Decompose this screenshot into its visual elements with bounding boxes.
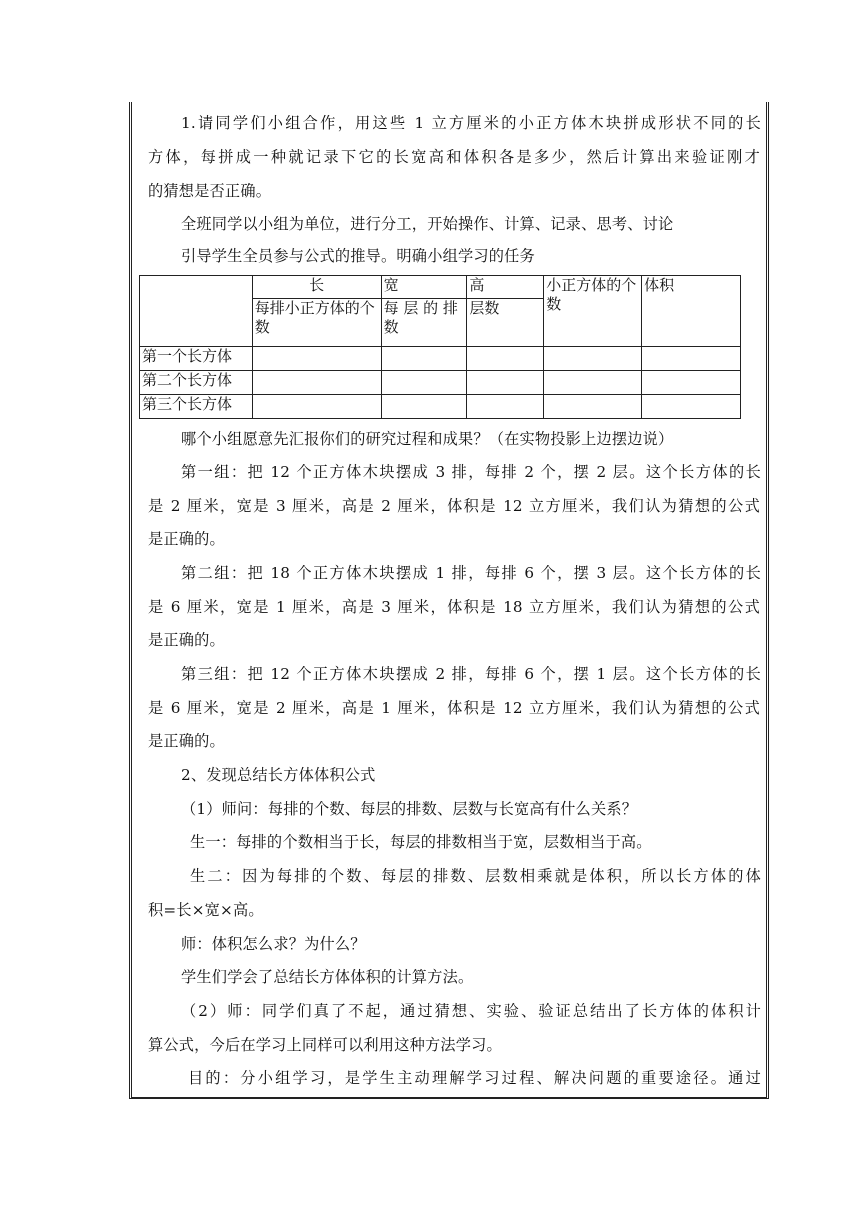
header-cube-count: 小正方体的个数 bbox=[544, 276, 642, 347]
header-length: 长 bbox=[252, 276, 381, 299]
subheader-width: 每 层 的 排数 bbox=[381, 299, 467, 347]
paragraph-line: 积=长×宽×高。 bbox=[148, 901, 264, 919]
subheader-height: 层数 bbox=[467, 299, 544, 347]
paragraph-line: （1）师问：每排的个数、每层的排数、层数与长宽高有什么关系？ bbox=[181, 800, 638, 818]
header-volume: 体积 bbox=[642, 276, 741, 347]
subheader-length: 每排小正方体的个数 bbox=[252, 299, 381, 347]
paragraph-line: 的猜想是否正确。 bbox=[148, 182, 272, 200]
paragraph-line: 第二组：把 18 个正方体木块摆成 1 排，每排 6 个，摆 3 层。这个长方体的长 bbox=[181, 564, 761, 582]
paragraph-line: 生一：每排的个数相当于长，每层的排数相当于宽，层数相当于高。 bbox=[190, 833, 652, 851]
header-height: 高 bbox=[467, 276, 544, 299]
paragraph-line: 生二：因为每排的个数、每层的排数、层数相乘就是体积，所以长方体的体 bbox=[190, 867, 761, 885]
table-cell bbox=[642, 347, 741, 371]
table-cell bbox=[544, 371, 642, 395]
table-cell bbox=[252, 347, 381, 371]
table-cell bbox=[642, 395, 741, 419]
table-cell bbox=[642, 371, 741, 395]
row-label: 第二个长方体 bbox=[140, 371, 253, 395]
paragraph-line: 师：体积怎么求？为什么？ bbox=[181, 935, 366, 953]
paragraph-line: 方体，每拼成一种就记录下它的长宽高和体积各是多少，然后计算出来验证刚才 bbox=[148, 148, 760, 166]
table-corner-cell bbox=[140, 276, 253, 347]
paragraph-line: 是 6 厘米，宽是 2 厘米，高是 1 厘米，体积是 12 立方厘米，我们认为猜想的公式 bbox=[148, 699, 760, 717]
table-cell bbox=[252, 371, 381, 395]
table-cell bbox=[252, 395, 381, 419]
paragraph-line: 1.请同学们小组合作，用这些 1 立方厘米的小正方体木块拼成形状不同的长 bbox=[181, 114, 761, 132]
header-width: 宽 bbox=[381, 276, 467, 299]
paragraph-line: （2）师：同学们真了不起，通过猜想、实验、验证总结出了长方体的体积计 bbox=[181, 1002, 761, 1020]
paragraph-line: 学生们学会了总结长方体体积的计算方法。 bbox=[181, 968, 474, 986]
table-cell bbox=[467, 347, 544, 371]
paragraph-line: 全班同学以小组为单位，进行分工，开始操作、计算、记录、思考、讨论 bbox=[181, 215, 674, 233]
section-heading: 2、发现总结长方体体积公式 bbox=[181, 766, 376, 784]
row-label: 第三个长方体 bbox=[140, 395, 253, 419]
volume-record-table bbox=[139, 275, 741, 419]
table-cell bbox=[544, 347, 642, 371]
paragraph-line: 是正确的。 bbox=[148, 631, 225, 649]
table-cell bbox=[381, 395, 467, 419]
table-cell bbox=[467, 395, 544, 419]
paragraph-line: 目的：分小组学习，是学生主动理解学习过程、解决问题的重要途径。通过 bbox=[188, 1069, 761, 1087]
row-label: 第一个长方体 bbox=[140, 347, 253, 371]
paragraph-line: 第一组：把 12 个正方体木块摆成 3 排，每排 2 个，摆 2 层。这个长方体的长 bbox=[181, 463, 761, 481]
paragraph-line: 是 6 厘米，宽是 1 厘米，高是 3 厘米，体积是 18 立方厘米，我们认为猜想的公式 bbox=[148, 598, 760, 616]
paragraph-line: 引导学生全员参与公式的推导。明确小组学习的任务 bbox=[181, 247, 535, 265]
paragraph-line: 是正确的。 bbox=[148, 530, 225, 548]
paragraph-line: 第三组：把 12 个正方体木块摆成 2 排，每排 6 个，摆 1 层。这个长方体的长 bbox=[181, 665, 761, 683]
table-cell bbox=[544, 395, 642, 419]
paragraph-line: 是正确的。 bbox=[148, 732, 225, 750]
table-cell bbox=[381, 347, 467, 371]
paragraph-line: 是 2 厘米，宽是 3 厘米，高是 2 厘米，体积是 12 立方厘米，我们认为猜想的公式 bbox=[148, 497, 760, 515]
table-cell bbox=[381, 371, 467, 395]
table-cell bbox=[467, 371, 544, 395]
paragraph-line: 哪个小组愿意先汇报你们的研究过程和成果？（在实物投影上边摆边说） bbox=[181, 430, 674, 448]
paragraph-line: 算公式，今后在学习上同样可以利用这种方法学习。 bbox=[148, 1036, 502, 1054]
